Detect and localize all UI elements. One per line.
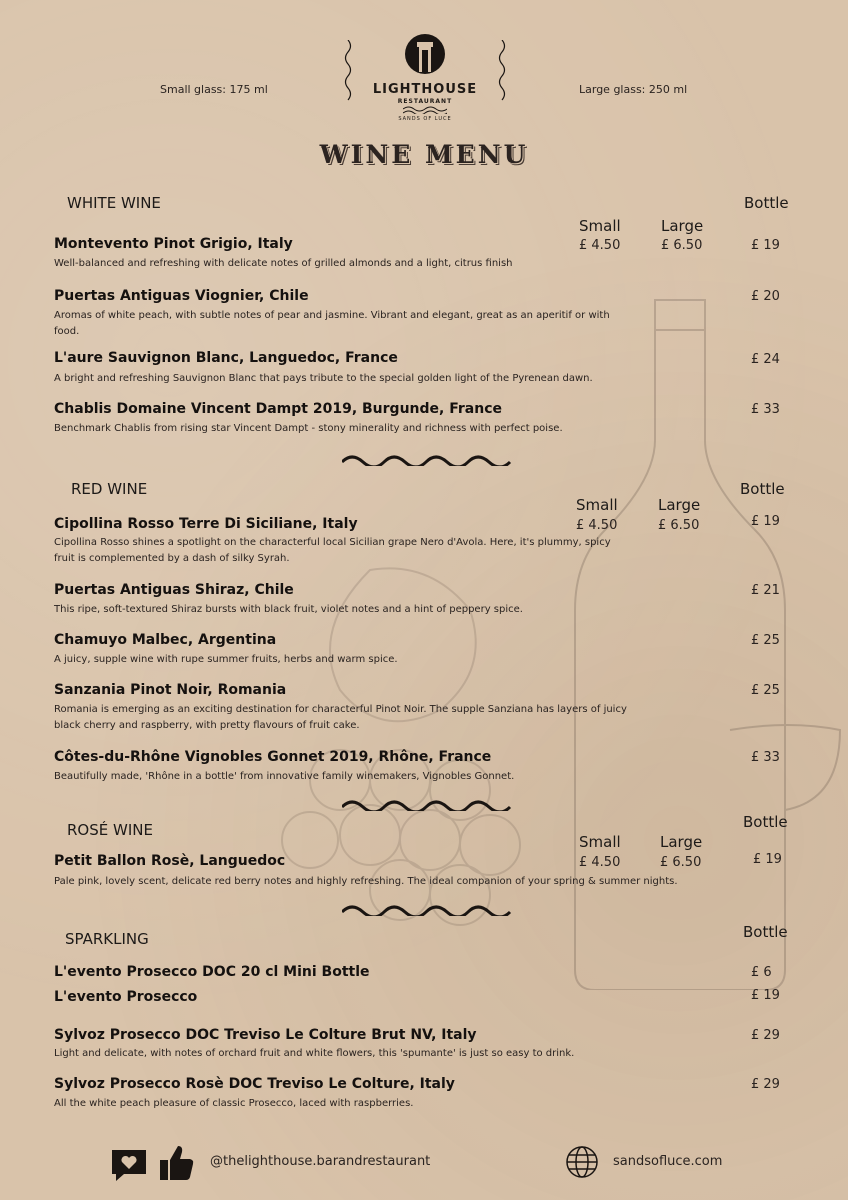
wave-divider-icon [342,797,512,811]
wave-divider-icon [342,902,512,916]
social-handle-link[interactable]: @thelighthouse.barandrestaurant [210,1154,431,1169]
wine-description: Light and delicate, with notes of orchard fruit and white flowers, this 'spumante' is just so easy to drink. [54,1048,575,1059]
wine-description: Beautifully made, 'Rhône in a bottle' from innovative family winemakers, Vignobles Gonnet. [54,771,515,782]
wine-description: Well-balanced and refreshing with delicate notes of grilled almonds and a light, citrus finish [54,258,513,269]
globe-icon [565,1145,599,1179]
wine-description: A bright and refreshing Sauvignon Blanc that pays tribute to the special golden light of the Pyrenean dawn. [54,373,593,384]
wine-name: Chablis Domaine Vincent Dampt 2019, Burgunde, France [54,401,502,417]
wave-divider-icon [342,452,512,466]
wine-name: Puertas Antiguas Shiraz, Chile [54,582,294,598]
thumbs-up-icon [158,1144,194,1182]
price-bottle: £ 33 [751,402,780,417]
wine-description: Aromas of white peach, with subtle notes of pear and jasmine. Vibrant and elegant, great as an aperitif or with food. [54,310,610,337]
wine-name: L'evento Prosecco [54,989,198,1005]
large-column-header: Large [660,833,703,851]
wine-name: Montevento Pinot Grigio, Italy [54,236,293,252]
wine-description: A juicy, supple wine with rupe summer fruits, herbs and warm spice. [54,654,398,665]
heart-chat-icon [110,1148,148,1182]
price-bottle: £ 29 [751,1077,780,1092]
wine-name: Puertas Antiguas Viognier, Chile [54,288,309,304]
wine-name: L'aure Sauvignon Blanc, Languedoc, France [54,350,398,366]
price-large: £ 6.50 [658,518,700,533]
lighthouse-logo [345,36,505,126]
price-bottle: £ 19 [751,238,780,253]
wine-name: Petit Ballon Rosè, Languedoc [54,853,286,869]
price-bottle: £ 25 [751,683,780,698]
logo-wave-icon [403,106,447,114]
wine-description: Pale pink, lovely scent, delicate red berry notes and highly refreshing. The ideal companion of your spring & summer nights. [54,876,678,887]
price-bottle: £ 19 [751,514,780,529]
lighthouse-logo-icon [400,32,450,76]
small-column-header: Small [579,217,621,235]
bottle-column-header: Bottle [743,923,788,941]
large-column-header: Large [658,496,701,514]
bottle-column-header: Bottle [740,480,785,498]
price-bottle: £ 19 [753,852,782,867]
bottle-column-header: Bottle [743,813,788,831]
wine-name: Sylvoz Prosecco Rosè DOC Treviso Le Colture, Italy [54,1076,455,1092]
price-large: £ 6.50 [660,855,702,870]
small-column-header: Small [576,496,618,514]
wine-name: Sanzania Pinot Noir, Romania [54,682,287,698]
section-heading-sparkling: SPARKLING [65,930,149,948]
small-column-header: Small [579,833,621,851]
page-title: WINE MENU [319,140,529,169]
logo-location: SANDS OF LUCE [398,116,452,122]
price-bottle: £ 29 [751,1028,780,1043]
logo-subtitle: RESTAURANT [397,98,453,105]
wine-description: Benchmark Chablis from rising star Vincent Dampt - stony minerality and richness with perfect poise. [54,423,563,434]
wine-name: Chamuyo Malbec, Argentina [54,632,277,648]
section-heading-red: RED WINE [71,480,148,498]
wine-description: Cipollina Rosso shines a spotlight on the characterful local Sicilian grape Nero d'Avola. Here, it's plummy, spicy fruit is complemented by a dash of silky Syrah. [54,537,611,564]
price-bottle: £ 33 [751,750,780,765]
price-bottle: £ 19 [751,988,780,1003]
website-link[interactable]: sandsofluce.com [613,1154,723,1169]
price-bottle: £ 6 [751,965,772,980]
price-bottle: £ 24 [751,352,780,367]
wine-name: L'evento Prosecco DOC 20 cl Mini Bottle [54,964,370,980]
price-bottle: £ 21 [751,583,780,598]
bottle-column-header: Bottle [744,194,789,212]
price-large: £ 6.50 [661,238,703,253]
wine-description: This ripe, soft-textured Shiraz bursts with black fruit, violet notes and a hint of peppery spice. [54,604,523,615]
price-bottle: £ 20 [751,289,780,304]
wine-description: All the white peach pleasure of classic Prosecco, laced with raspberries. [54,1098,414,1109]
wine-description: Romania is emerging as an exciting destination for characterful Pinot Noir. The supple Sanziana has layers of juicy black cherry and raspberry, with pretty flavours of fruit cake. [54,704,627,731]
price-small: £ 4.50 [579,238,621,253]
large-column-header: Large [661,217,704,235]
price-small: £ 4.50 [579,855,621,870]
wine-name: Côtes-du-Rhône Vignobles Gonnet 2019, Rhône, France [54,749,492,765]
price-bottle: £ 25 [751,633,780,648]
wine-name: Sylvoz Prosecco DOC Treviso Le Colture Brut NV, Italy [54,1027,477,1043]
price-small: £ 4.50 [576,518,618,533]
small-glass-note: Small glass: 175 ml [160,83,268,96]
wine-name: Cipollina Rosso Terre Di Siciliane, Italy [54,516,358,532]
logo-name: LIGHTHOUSE [372,82,478,97]
section-heading-white: WHITE WINE [67,194,161,212]
large-glass-note: Large glass: 250 ml [579,83,688,96]
section-heading-rose: ROSÉ WINE [67,821,153,839]
